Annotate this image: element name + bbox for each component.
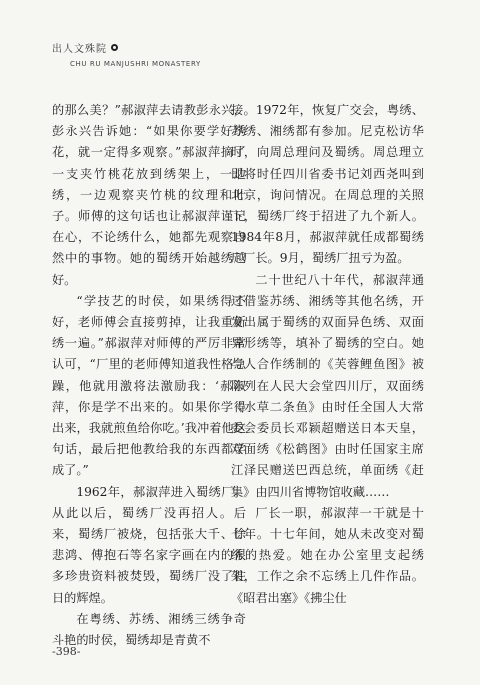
ring-icon — [111, 44, 118, 51]
right-column — [231, 100, 424, 609]
running-header — [52, 40, 201, 68]
header-subtitle: CHU RU MANJUSHRI MONASTERY — [70, 60, 201, 68]
header-title: 出人文殊院 — [52, 44, 107, 55]
paragraph: 厂长一职，郝淑萍一干就是十七年。十七年间，她从未改变对蜀绣的热爱。她在办公室里支起绣架，工作之余不忘绣上几件作品。《昭君出塞》《拂尘仕 — [231, 505, 424, 605]
paragraph: 1962年，郝淑萍进入蜀绣厂。从此以后，蜀绣厂没再招人。后来，蜀绣厂被烧，包括张大千、徐悲鸿、傅抱石等名家字画在内的很多珍贵资料被焚毁，蜀绣厂没了往日的辉煌。 — [52, 484, 246, 605]
paragraph: 接。1972年，恢复广交会，粤绣、苏绣、湘绣都有参加。尼克松访华时，向周总理问及蜀绣。周总理立即将时任四川省委书记刘西尧叫到北京，询问情况。在周总理的关照下，蜀绣厂终于招进了九个新人。1984年8月，郝淑萍就任成都蜀绣厂厂长。9月，蜀绣厂扭亏为盈。 — [231, 103, 424, 266]
header-title-row — [52, 40, 201, 55]
left-column — [52, 100, 246, 651]
paragraph: 二十世纪八十年代，郝淑萍通过借鉴苏绣、湘绣等其他名绣，开发出属于蜀绣的双面异色绣、双面异形绣等，填补了蜀绣的空白。她与人合作绣制的《芙蓉鲤鱼图》被陈列在人民大会堂四川厅，双面绣《水草二条鱼》由时任全国人大常委会委员长邓颖超赠送日本天皇，双面绣《松鹤图》由时任国家主席江泽民赠送巴西总统，单面绣《赶集》由四川省博物馆收藏…… — [231, 272, 424, 499]
paragraph: “学技艺的时侯，如果绣得不好，老师傅会直接剪掉，让我重新绣一遍。”郝淑萍对师傅的严厉非常认可，“厂里的老师傅知道我性格急躁，他就用激将法激励我：‘郝淑萍，你是学不出来的。如果你学得出来，我就煎鱼给你吃。’我冲着他这句话，最后把他教给我的东西都学成了。” — [52, 293, 246, 478]
paragraph: 在粤绣、苏绣、湘绣三绣争奇斗艳的时侯，蜀绣却是青黄不 — [52, 611, 246, 648]
paragraph: 的那么美？”郝淑萍去请教彭永兴，彭永兴告诉她：“如果你要学好绣花，就一定得多观察。”郝淑萍摘了一支夹竹桃花放到绣架上，一边绣，一边观察夹竹桃的纹理和叶子。师傅的这句话也让郝淑萍谨记在心，不论绣什么，她都先观察自然中的事物。她的蜀绣开始越绣越好。 — [52, 103, 246, 287]
page-number: -398- — [52, 645, 81, 658]
